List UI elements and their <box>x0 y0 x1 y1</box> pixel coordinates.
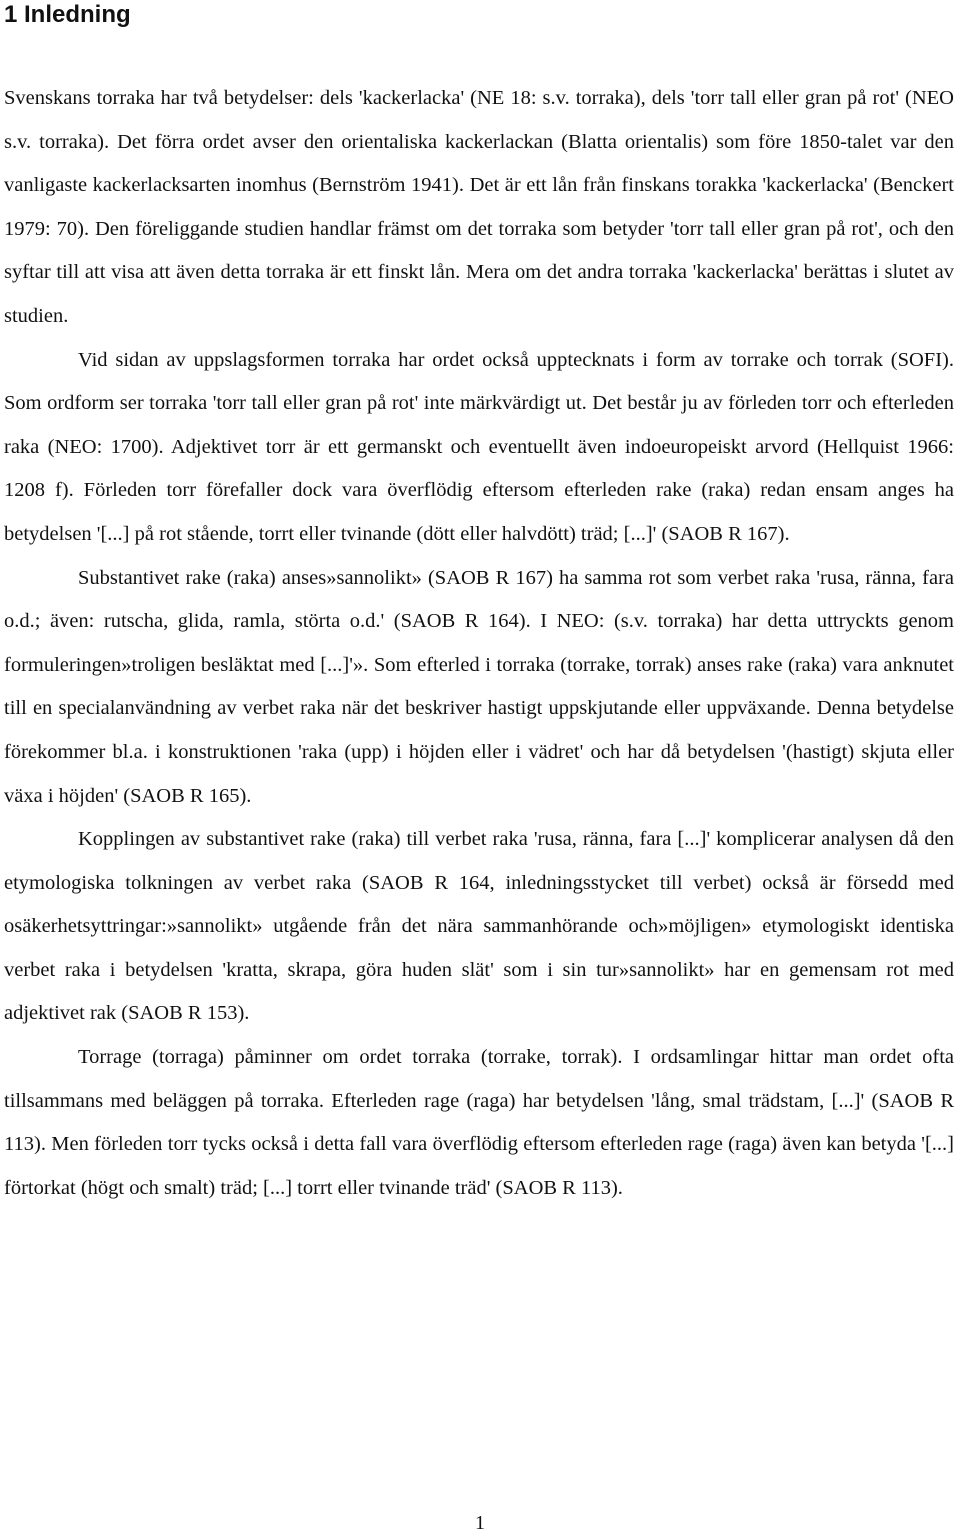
body-text <box>4 77 954 1210</box>
page-number: 1 <box>475 1512 485 1534</box>
paragraph-5: Torrage (torraga) påminner om ordet torraka (torrake, torrak). I ordsamlingar hittar man ordet ofta tillsammans med beläggen på torraka. Efterleden rage (raga) har betydelsen 'lång, smal trädstam, [...]' (SAOB R 113). Men förleden torr tycks också i detta fall vara överflödig eftersom efterleden rage (raga) även kan betyda '[...] förtorkat (högt och smalt) träd; [...] torrt eller tvinande träd' (SAOB R 113). <box>4 1046 954 1199</box>
paragraph-2: Vid sidan av uppslagsformen torraka har ordet också upptecknats i form av torrake och torrak (SOFI). Som ordform ser torraka 'torr tall eller gran på rot' inte märkvärdigt ut. Det består ju av förleden torr och efterleden raka (NEO: 1700). Adjektivet torr är ett germanskt och eventuellt även indoeuropeiskt arvord (Hellquist 1966: 1208 f). Förleden torr förefaller dock vara överflödig eftersom efterleden rake (raka) redan ensam anges ha betydelsen '[...] på rot stående, torrt eller tvinande (dött eller halvdött) träd; [...]' (SAOB R 167). <box>4 348 954 545</box>
paragraph-1: Svenskans torraka har två betydelser: dels 'kackerlacka' (NE 18: s.v. torraka), dels 'torr tall eller gran på rot' (NEO s.v. torraka). Det förra ordet avser den orientaliska kackerlackan (Blatta orientalis) som före 1850-talet var den vanligaste kackerlacksarten inomhus (Bernström 1941). Det är ett lån från finskans torakka 'kackerlacka' (Benckert 1979: 70). Den föreliggande studien handlar främst om det torraka som betyder 'torr tall eller gran på rot', och den syftar till att visa att även detta torraka är ett finskt lån. Mera om det andra torraka 'kackerlacka' berättas i slutet av studien. <box>4 87 954 327</box>
paragraph-4: Kopplingen av substantivet rake (raka) till verbet raka 'rusa, ränna, fara [...]' komplicerar analysen då den etymologiska tolkningen av verbet raka (SAOB R 164, inledningsstycket till verbet) också är försedd med osäkerhetsyttringar:»sannolikt» utgående från det nära sammanhörande och»möjligen» etymologiskt identiska verbet raka i betydelsen 'kratta, skrapa, göra huden slät' som i sin tur»sannolikt» har en gemensam rot med adjektivet rak (SAOB R 153). <box>4 828 954 1025</box>
section-heading: 1 Inledning <box>4 1 131 28</box>
paragraph-3: Substantivet rake (raka) anses»sannolikt» (SAOB R 167) ha samma rot som verbet raka 'rusa, ränna, fara o.d.; även: rutscha, glida, ramla, störta o.d.' (SAOB R 164). I NEO: (s.v. torraka) har detta uttryckts genom formuleringen»troligen besläktat med [...]'». Som efterled i torraka (torrake, torrak) anses rake (raka) vara anknutet till en specialanvändning av verbet raka när det beskriver hastigt uppskjutande eller uppväxande. Denna betydelse förekommer bl.a. i konstruktionen 'raka (upp) i höjden eller i vädret' och har då betydelsen '(hastigt) skjuta eller växa i höjden' (SAOB R 165). <box>4 566 954 807</box>
